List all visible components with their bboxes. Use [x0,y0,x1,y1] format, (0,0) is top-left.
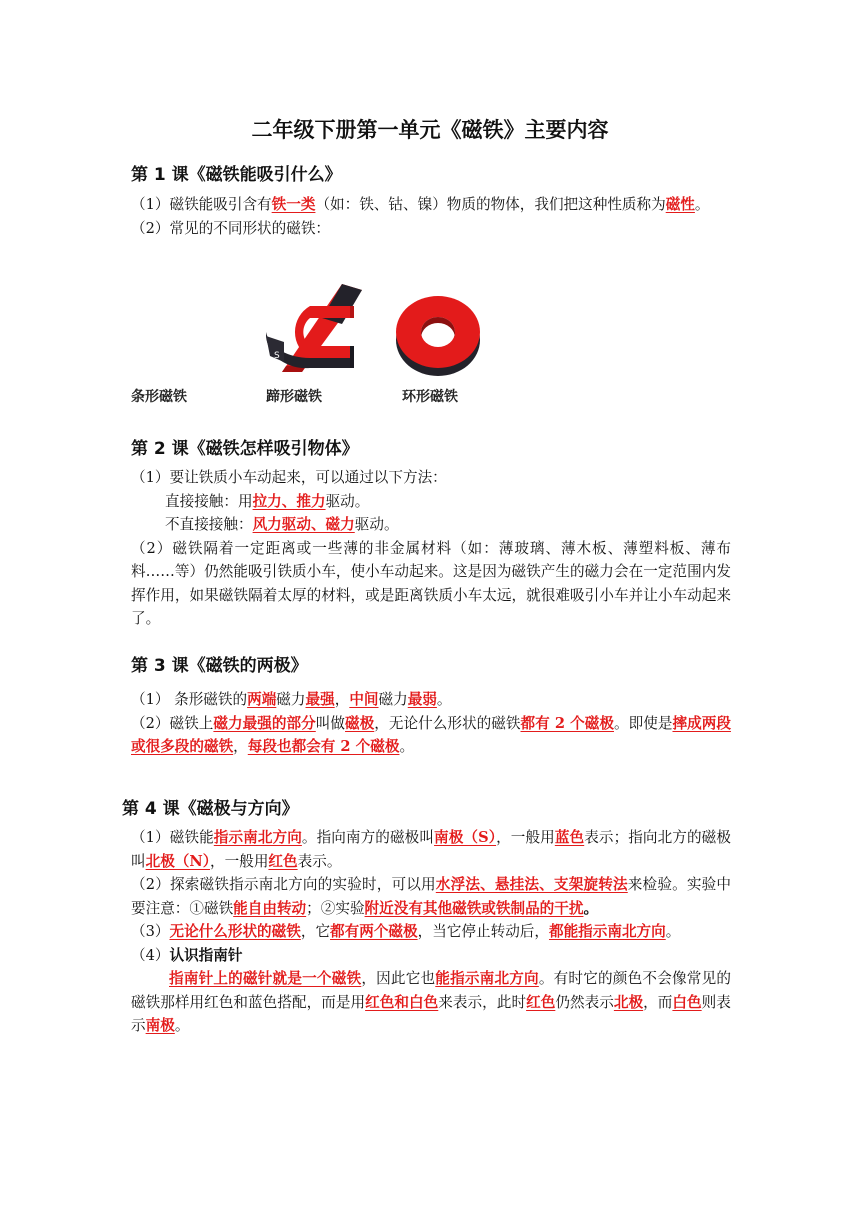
lesson3-para2 [131,712,731,759]
text: ，无论什么形状的磁铁 [374,714,521,732]
text: 来检验。实验中要注意：①磁铁 [131,876,731,917]
text: （1）磁铁能 [131,829,214,846]
text: （1）磁铁能吸引含有 [131,196,272,213]
lesson4-heading: 第 4 课《磁极与方向》 [122,799,299,819]
text: ，而 [643,993,673,1011]
text: 。 [174,1017,190,1034]
highlight: 红色 [268,852,298,870]
highlight: 拉力、推力 [252,492,326,510]
lesson2-indirect [131,513,731,537]
lesson4-para1 [131,826,731,873]
text: 则表示 [131,993,731,1034]
lesson4-para4 [131,944,731,968]
text: ， [334,691,350,708]
text: 仍然表示 [555,993,614,1011]
text: ， [233,738,248,755]
text: 。 [665,923,681,940]
lesson2-para2: （2）磁铁隔着一定距离或一些薄的非金属材料（如：薄玻璃、薄木板、薄塑料板、薄布料……等）仍然能吸引铁质小车，使小车动起来。这是因为磁铁产生的磁力会在一定范围内发挥作用，如果磁铁隔着太厚的材料，或是距离铁质小车太远，就很难吸引小车并让小车动起来了。 [131,539,731,627]
caption-ring-magnet: 环形磁铁 [402,389,458,405]
text: ，一般用 [496,829,555,846]
page-title: 二年级下册第一单元《磁铁》主要内容 [251,118,609,142]
highlight: 都有 2 个磁极 [520,714,614,732]
highlight: 指示南北方向 [213,829,302,846]
highlight: 风力驱动、磁力 [252,516,355,533]
highlight: 无论什么形状的磁铁 [169,923,301,940]
text: 磁力 [276,691,306,708]
text: 。有时它的颜色不会像常见的磁铁那样用红色和蓝色搭配，而是用 [131,970,731,1011]
text: 表示。 [297,852,342,870]
lesson3-heading: 第 3 课《磁铁的两极》 [131,656,308,676]
highlight: 南极（S） [434,829,497,846]
highlight: 附近没有其他磁铁或铁制品的干扰 [364,899,584,917]
text: （4） [131,946,170,964]
svg-text:S: S [274,351,280,361]
highlight: 都有两个磁极 [330,923,418,940]
text: ，一般用 [210,852,269,870]
highlight: 北极（N） [145,852,211,870]
lesson2-heading: 第 2 课《磁铁怎样吸引物体》 [131,439,359,459]
lesson2-para1: （1）要让铁质小车动起来，可以通过以下方法： [131,469,447,486]
text: （1） 条形磁铁的 [131,691,248,708]
text: 磁力 [378,691,408,708]
highlight: 两端 [247,691,277,708]
highlight: 蓝色 [554,829,585,846]
highlight: 铁一类 [271,196,316,213]
text: （2）磁铁上 [131,714,214,732]
text: 。 [583,899,599,917]
lesson3-para1 [131,688,731,712]
highlight: 红色 [526,993,556,1011]
text: ，它 [300,923,331,940]
highlight: 每段也都会有 2 个磁极 [247,738,400,755]
text: ，当它停止转动后， [417,923,549,940]
magnets-figure [130,276,490,376]
highlight: 红色和白色 [365,993,439,1011]
text: （如：铁、钴、镍）物质的物体，我们把这种性质称为 [315,196,666,213]
text: （3） [131,923,170,940]
highlight: 能指示南北方向 [435,970,539,987]
text: ；②实验 [306,899,365,917]
text: 。 [436,691,452,708]
highlight: 白色 [672,993,702,1011]
lesson1-para1 [131,193,731,217]
highlight: 北极 [613,993,644,1011]
highlight: 中间 [349,691,379,708]
caption-bar-magnet: 条形磁铁 [131,389,187,405]
text: 驱动。 [354,516,399,533]
text: 。指向南方的磁极叫 [301,829,435,846]
caption-horseshoe-magnet: 蹄形磁铁 [266,389,322,405]
lesson4-para3 [131,920,731,944]
highlight: 摔成两段或很多段的磁铁 [131,714,731,755]
text: 。 [399,738,415,755]
lesson2-direct [131,490,731,514]
text: 叫做 [315,714,346,732]
subheading: 认识指南针 [169,946,243,964]
highlight: 指南针上的磁针就是一个磁铁 [169,970,362,987]
highlight: 最强 [305,691,335,708]
highlight: 都能指示南北方向 [548,923,666,940]
lesson1-para2: （2）常见的不同形状的磁铁： [131,219,331,237]
lesson4-para2 [131,873,731,920]
highlight: 磁极 [345,714,375,732]
text: 不直接接触： [165,516,253,533]
lesson1-heading: 第 1 课《磁铁能吸引什么》 [131,165,342,185]
text: 表示；指向北方的磁极叫 [131,829,731,870]
text: 。 [694,196,710,213]
highlight: 水浮法、悬挂法、支架旋转法 [435,876,628,893]
lesson2-body [131,466,731,631]
text: 。即使是 [613,714,673,732]
lesson4-body [131,826,731,1038]
lesson3-body [131,688,731,759]
highlight: 最弱 [407,691,437,708]
text: （2）探索磁铁指示南北方向的实验时，可以用 [131,876,436,893]
ring-magnet-icon [396,296,480,376]
text: 直接接触：用 [165,492,253,510]
highlight: 南极 [145,1017,175,1034]
text: ，因此它也 [361,970,436,987]
lesson1-body [131,193,731,240]
highlight: 磁性 [665,196,695,213]
text: 驱动。 [325,492,370,510]
text: 来表示，此时 [438,993,527,1011]
lesson4-para5 [131,967,731,1038]
highlight: 磁力最强的部分 [213,714,316,732]
highlight: 能自由转动 [233,899,307,917]
